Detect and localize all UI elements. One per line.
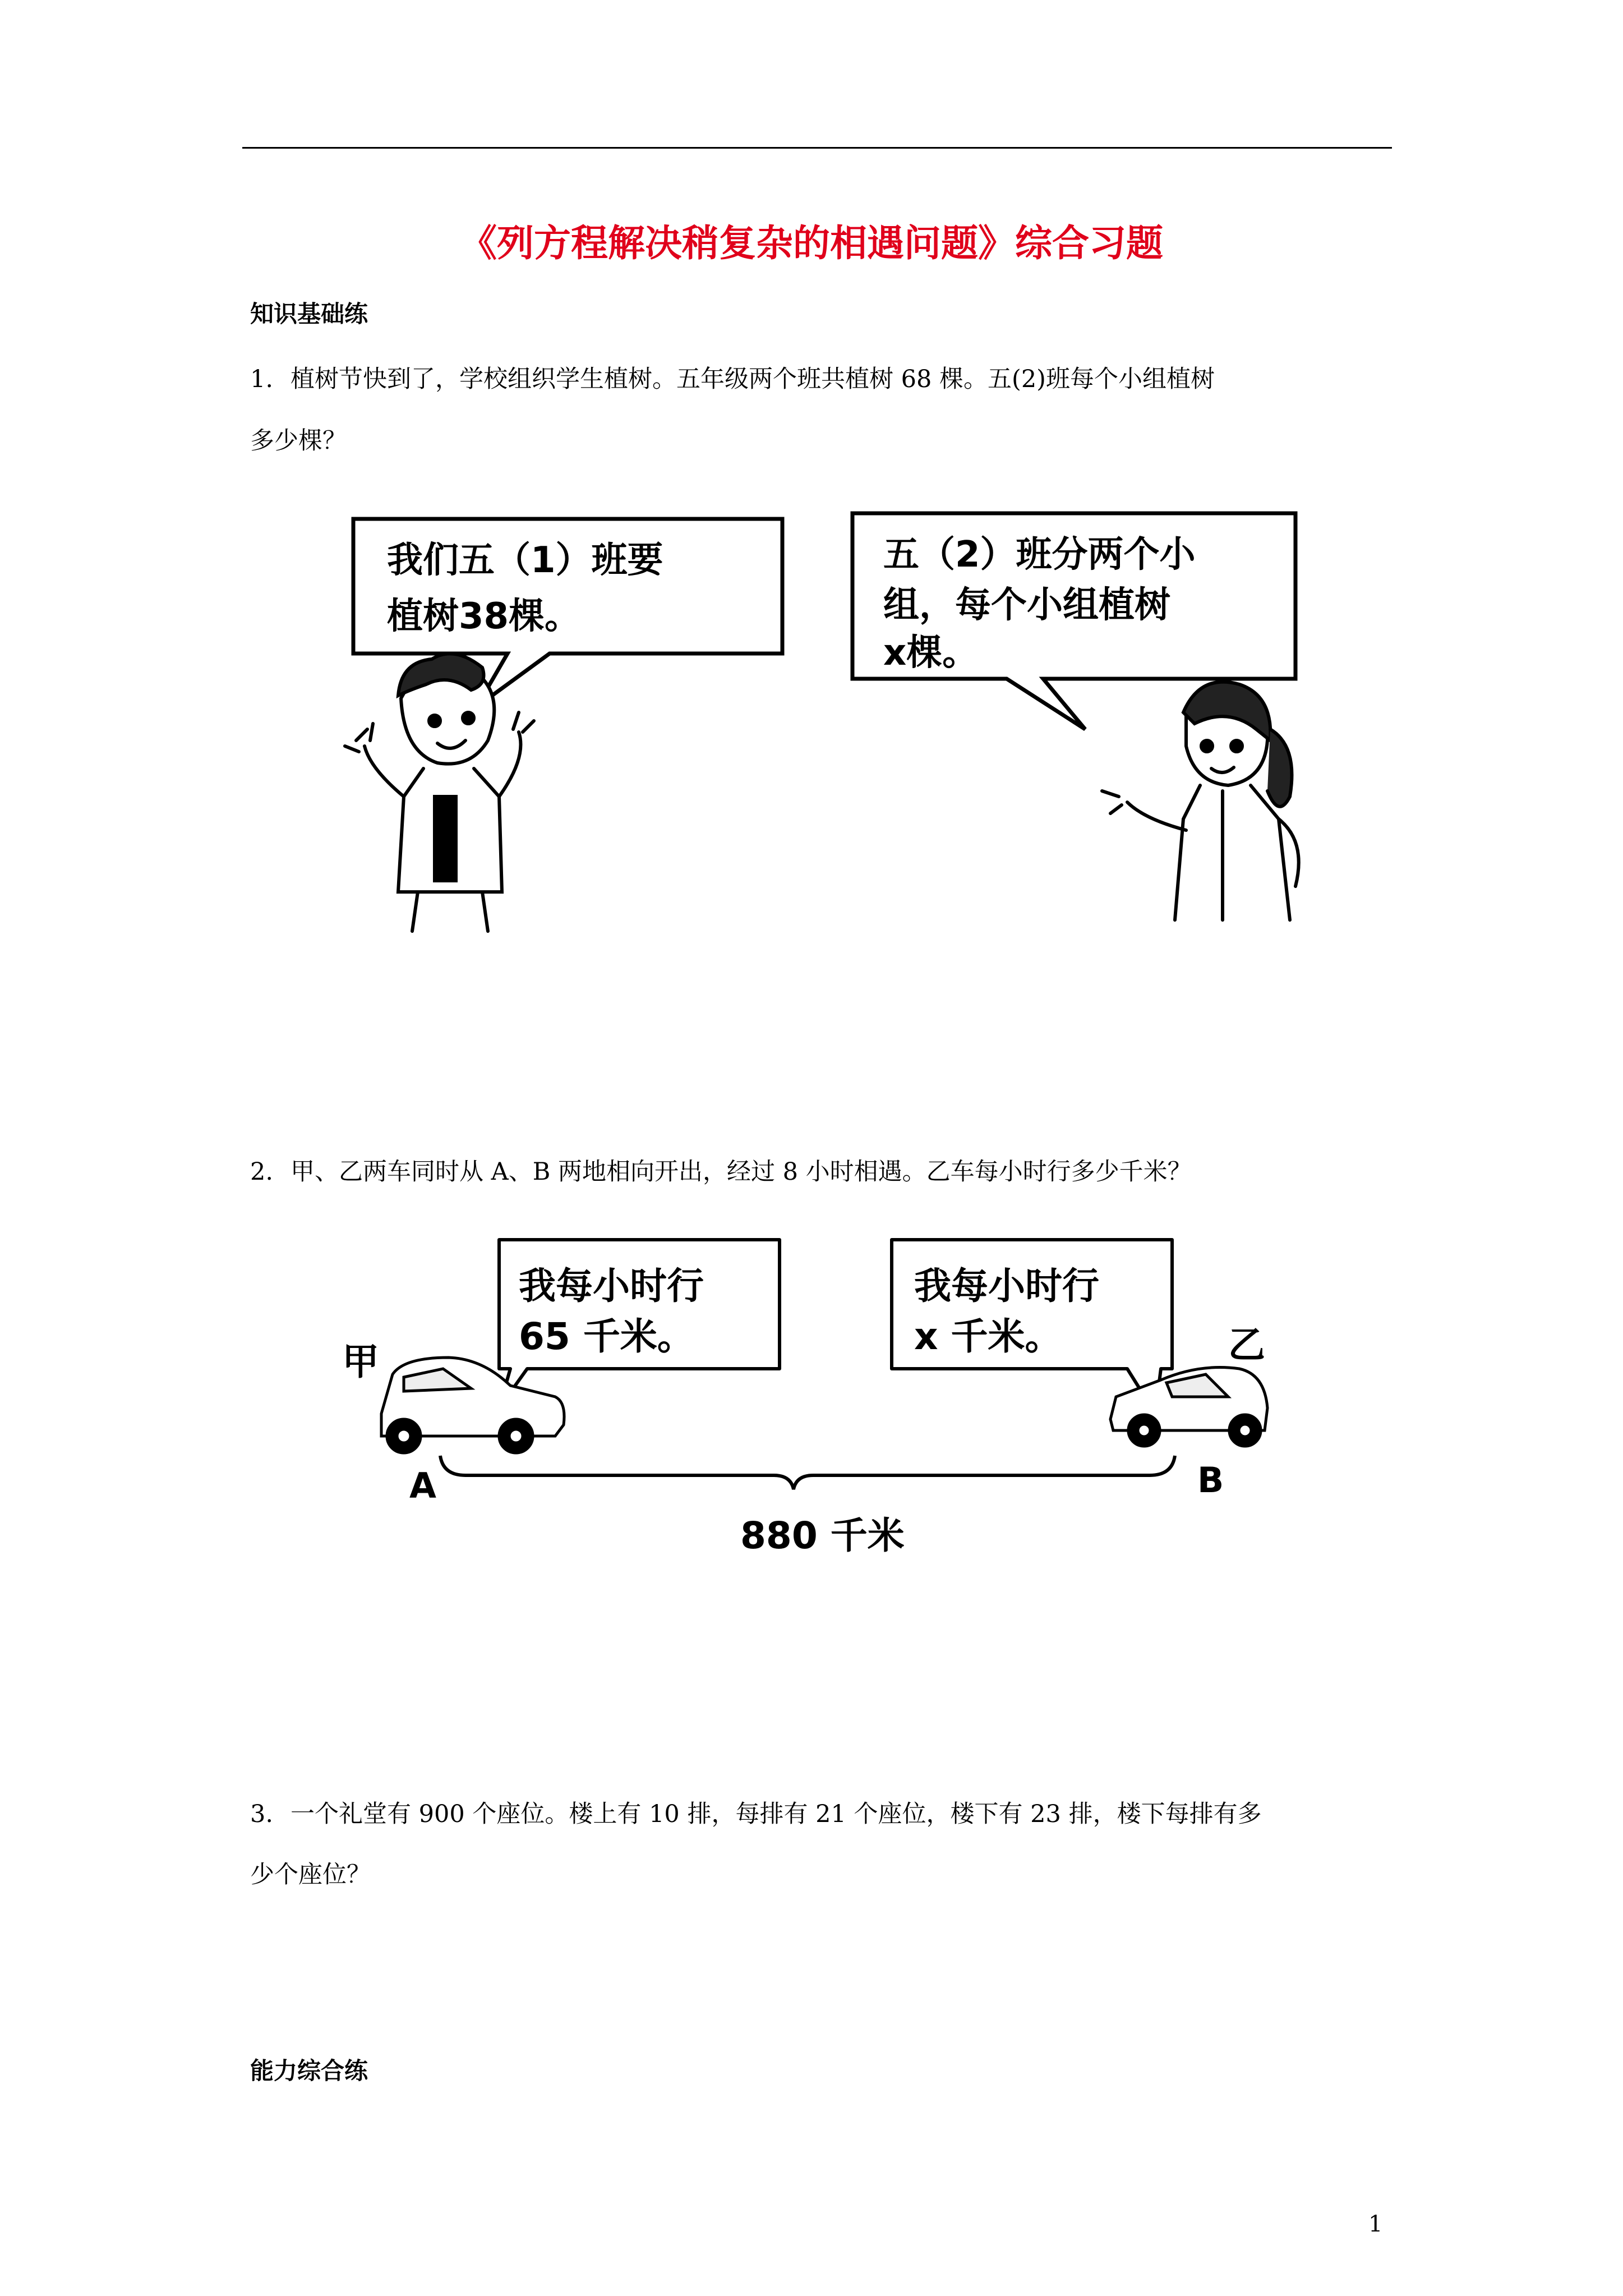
question-number: 1. [250,365,274,393]
figure-cars-distance [331,1228,1307,1576]
boy-illustration [345,654,534,931]
question-text-cont: 多少棵？ [250,427,347,455]
page-title: 《列方程解决稍复杂的相遇问题》综合习题 [460,221,1163,265]
girl-bubble-line-3: x棵。 [883,632,979,674]
car-left-icon [381,1358,564,1453]
point-b-label: B [1197,1460,1224,1501]
question-2 [250,1154,1394,1189]
right-bubble-line-1: 我每小时行 [914,1264,1099,1308]
boy-bubble-line-1: 我们五（1）班要 [387,540,663,581]
section-heading-ability: 能力综合练 [250,2057,368,2085]
question-text: 植树节快到了，学校组织学生植树。五年级两个班共植树 68 棵。五(2)班每个小组植树 [291,365,1215,393]
question-number: 3. [250,1800,274,1828]
right-speech-bubble [892,1240,1172,1414]
car-left-label: 甲 [342,1340,379,1383]
question-1 [250,362,1394,458]
left-bubble-line-2: 65 千米。 [519,1315,694,1358]
point-a-label: A [409,1465,436,1506]
girl-bubble-line-1: 五（2）班分两个小 [883,534,1196,576]
girl-illustration [1102,682,1299,920]
header-rule [242,147,1392,149]
left-speech-bubble [499,1240,780,1408]
question-text: 一个礼堂有 900 个座位。楼上有 10 排，每排有 21 个座位，楼下有 23 排，楼下每排有多 [291,1800,1262,1828]
distance-brace [440,1456,1175,1489]
question-3 [250,1797,1394,1892]
question-number: 2. [250,1158,274,1186]
section-heading-basic: 知识基础练 [250,300,368,328]
right-bubble-line-2: x 千米。 [914,1315,1062,1358]
girl-bubble-line-2: 组，每个小组植树 [883,585,1170,626]
boy-bubble-line-2: 植树38棵。 [387,596,581,637]
question-text-cont: 少个座位？ [250,1861,371,1889]
page-number: 1 [1368,2211,1383,2237]
car-right-label: 乙 [1228,1323,1265,1366]
distance-label: 880 千米 [740,1514,905,1557]
left-bubble-line-1: 我每小时行 [519,1264,704,1308]
figure-children-speech [303,505,1340,942]
question-text: 甲、乙两车同时从 A、B 两地相向开出，经过 8 小时相遇。乙车每小时行多少千米？ [291,1158,1192,1186]
